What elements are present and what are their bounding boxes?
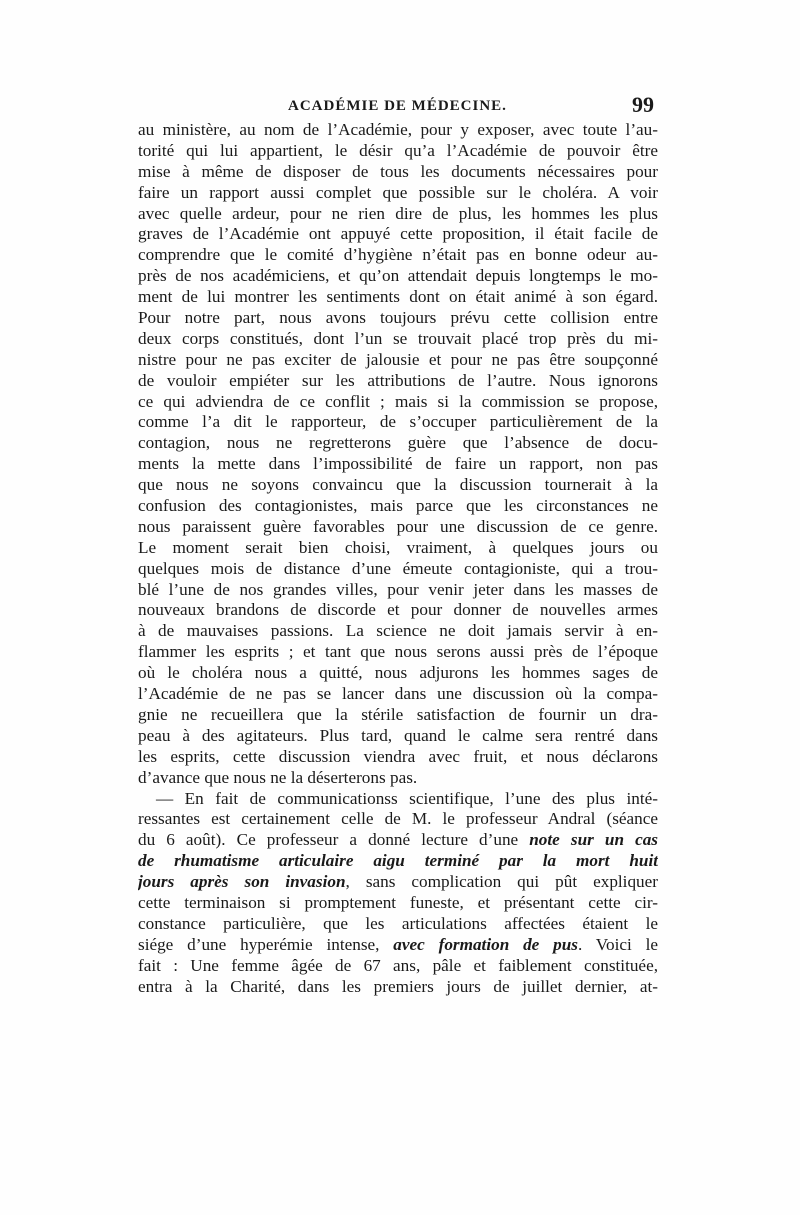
- text-line: graves de l’Académie ont appuyé cette proposition, il était facile de: [138, 224, 658, 244]
- text-segment: . Voici le: [577, 934, 658, 954]
- text-line: constance particulière, que les articulations affectées étaient le: [138, 913, 658, 933]
- text-line: peau à des agitateurs. Plus tard, quand le calme sera rentré dans: [138, 725, 658, 745]
- italic-segment: note sur un cas: [529, 830, 658, 850]
- text-line: mise à même de disposer de tous les documents nécessaires pour: [138, 161, 658, 181]
- text-line: gnie ne recueillera que la stérile satisfaction de fournir un dra-: [138, 704, 658, 724]
- paragraph-start-line: — En fait de communicationss scientifique, l’une des plus inté-: [156, 788, 658, 808]
- text-line: que nous ne soyons convaincu que la discussion tournerait à la: [138, 475, 658, 495]
- text-line: à de mauvaises passions. La science ne doit jamais servir à en-: [138, 621, 658, 641]
- text-line: où le choléra nous a quitté, nous adjurons les hommes sages de: [138, 663, 658, 683]
- text-segment: , sans complication qui pût expliquer: [345, 872, 658, 892]
- text-line: quelques mois de distance d’une émeute contagioniste, qui a trou-: [138, 558, 658, 578]
- text-line: confusion des contagionistes, mais parce que les circonstances ne: [138, 496, 658, 516]
- italic-line: de rhumatisme articulaire aigu terminé par la mort huit: [138, 851, 658, 871]
- text-line: faire un rapport aussi complet que possible sur le choléra. A voir: [138, 182, 658, 202]
- paragraph-end-line: d’avance que nous ne la déserterons pas.: [138, 767, 418, 787]
- page-header: [138, 92, 658, 120]
- text-line: contagion, nous ne regretterons guère que l’absence de docu-: [138, 433, 658, 453]
- text-line: flammer les esprits ; et tant que nous serons aussi près de l’époque: [138, 642, 658, 662]
- text-line: ressantes est certainement celle de M. le professeur Andral (séance: [138, 809, 658, 829]
- text-line: torité qui lui appartient, le désir qu’a l’Académie de pouvoir être: [138, 140, 658, 160]
- text-line: nous paraissent guère favorables pour une discussion de ce genre.: [138, 516, 658, 536]
- text-line: comprendre que le comité d’hygiène n’était pas en bonne odeur au-: [138, 245, 658, 265]
- text-line: ments la mette dans l’impossibilité de faire un rapport, non pas: [138, 454, 658, 474]
- text-line: l’Académie de ne pas se lancer dans une discussion où la compa-: [138, 684, 658, 704]
- text-segment: siége d’une hyperémie intense,: [138, 934, 394, 954]
- text-line: cette terminaison si promptement funeste, et présentant cette cir-: [138, 892, 658, 912]
- text-line: comme l’a dit le rapporteur, de s’occuper particulièrement de la: [138, 412, 658, 432]
- text-line: fait : Une femme âgée de 67 ans, pâle et faiblement constituée,: [138, 955, 658, 975]
- italic-segment: jours après son invasion: [138, 872, 346, 892]
- text-line: [138, 872, 658, 893]
- text-segment: du 6 août). Ce professeur a donné lecture d’une: [138, 830, 530, 850]
- text-line: nouveaux brandons de discorde et pour donner de nouvelles armes: [138, 600, 658, 620]
- text-line: avec quelle ardeur, pour ne rien dire de plus, les hommes les plus: [138, 203, 658, 223]
- text-line: [138, 830, 658, 851]
- running-title: ACADÉMIE DE MÉDECINE.: [288, 98, 507, 114]
- text-line: [138, 935, 658, 956]
- text-line: ce qui adviendra de ce conflit ; mais si la commission se propose,: [138, 391, 658, 411]
- body-text: [138, 120, 658, 997]
- italic-segment: avec formation de pus: [393, 934, 578, 954]
- text-line: nistre pour ne pas exciter de jalousie et pour ne pas être soupçonné: [138, 349, 658, 369]
- text-line: entra à la Charité, dans les premiers jours de juillet dernier, at-: [138, 976, 658, 996]
- text-line: ment de lui montrer les sentiments dont on était animé à son égard.: [138, 287, 658, 307]
- text-line: Pour notre part, nous avons toujours prévu cette collision entre: [138, 308, 658, 328]
- text-line: deux corps constitués, dont l’un se trouvait placé trop près du mi-: [138, 328, 658, 348]
- text-line: Le moment serait bien choisi, vraiment, à quelques jours ou: [138, 537, 658, 557]
- text-line: les esprits, cette discussion viendra avec fruit, et nous déclarons: [138, 746, 658, 766]
- text-line: de vouloir empiéter sur les attributions de l’autre. Nous ignorons: [138, 370, 658, 390]
- text-line: blé l’une de nos grandes villes, pour venir jeter dans les masses de: [138, 579, 658, 599]
- page-number: 99: [632, 92, 654, 117]
- text-line: au ministère, au nom de l’Académie, pour y exposer, avec toute l’au-: [138, 120, 658, 139]
- text-line: près de nos académiciens, et qu’on attendait depuis longtemps le mo-: [138, 266, 658, 286]
